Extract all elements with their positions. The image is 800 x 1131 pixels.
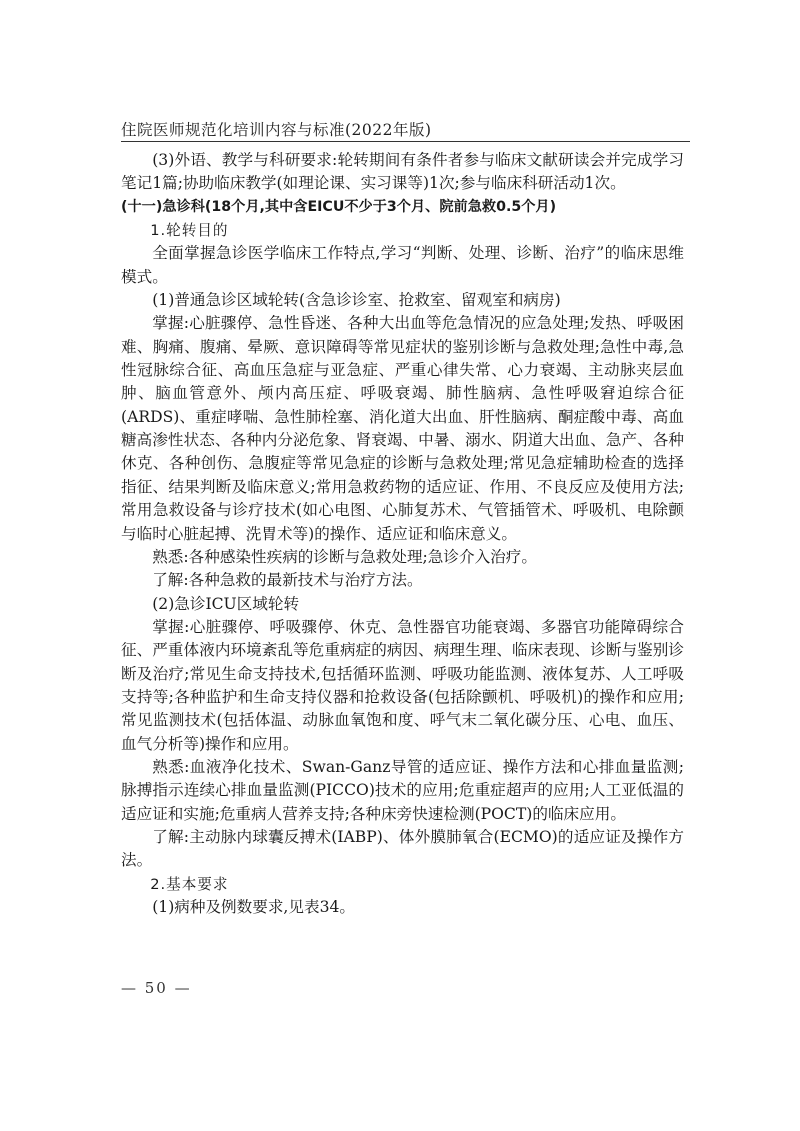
header-rule	[121, 141, 690, 142]
paragraph-master-general: 掌握:心脏骤停、急性昏迷、各种大出血等危急情况的应急处理;发热、呼吸困难、胸痛、腹痛、晕厥、意识障碍等常见症状的鉴别诊断与急救处理;急性中毒,急性冠脉综合征、高血压急症与亚急症、严重心律失常、心力衰竭、主动脉夹层血肿、脑血管意外、颅内高压症、呼吸衰竭、肺性脑病、急性呼吸窘迫综合征(ARDS)、重症哮喘、急性肺栓塞、消化道大出血、肝性脑病、酮症酸中毒、高血糖高渗性状态、各种内分泌危象、肾衰竭、中暑、溺水、阴道大出血、急产、各种休克、各种创伤、急腹症等常见急症的诊断与急救处理;常见急症辅助检查的选择指征、结果判断及临床意义;常用急救药物的适应证、作用、不良反应及使用方法;常用急救设备与诊疗技术(如心电图、心肺复苏术、气管插管术、呼吸机、电除颤与临时心脏起搏、洗胃术等)的操作、适应证和临床意义。	[121, 314, 684, 543]
page-body	[121, 149, 684, 919]
page-number: — 50 —	[121, 979, 192, 997]
heading-basic-requirements: 2.基本要求	[150, 875, 229, 893]
paragraph-case-requirements: (1)病种及例数要求,见表34。	[152, 898, 356, 916]
subheading-general-emergency: (1)普通急诊区域轮转(含急诊诊室、抢救室、留观室和病房)	[152, 291, 561, 310]
paragraph-familiar-icu: 熟悉:血液净化技术、Swan-Ganz导管的适应证、操作方法和心排血量监测;脉搏指示连续心排血量监测(PICCO)技术的应用;危重症超声的应用;人工亚低温的适应证和实施;危重病人营养支持;各种床旁快速检测(POCT)的临床应用。	[121, 757, 684, 823]
paragraph-understand-general: 了解:各种急救的最新技术与治疗方法。	[152, 571, 423, 590]
paragraph-master-icu: 掌握:心脏骤停、呼吸骤停、休克、急性器官功能衰竭、多器官功能障碍综合征、严重体液内环境紊乱等危重病症的病因、病理生理、临床表现、诊断与鉴别诊断及治疗;常见生命支持技术,包括循环监测、呼吸功能监测、液体复苏、人工呼吸支持等;各种监护和生命支持仪器和抢救设备(包括除颤机、呼吸机)的操作和应用;常见监测技术(包括体温、动脉血氧饱和度、呼气末二氧化碳分压、心电、血压、血气分析等)操作和应用。	[121, 617, 684, 753]
subheading-emergency-icu: (2)急诊ICU区域轮转	[152, 594, 300, 613]
running-title: 住院医师规范化培训内容与标准(2022年版)	[121, 121, 432, 139]
section-title-emergency: (十一)急诊科(18个月,其中含EICU不少于3个月、院前急救0.5个月)	[121, 198, 557, 215]
paragraph-understand-icu: 了解:主动脉内球囊反搏术(IABP)、体外膜肺氧合(ECMO)的适应证及操作方法。	[121, 827, 684, 870]
paragraph-requirements-research: (3)外语、教学与科研要求:轮转期间有条件者参与临床文献研读会并完成学习笔记1篇;协助临床教学(如理论课、实习课等)1次;参与临床科研活动1次。	[121, 151, 684, 193]
paragraph-familiar-general: 熟悉:各种感染性疾病的诊断与急救处理;急诊介入治疗。	[152, 547, 537, 566]
paragraph-purpose: 全面掌握急诊医学临床工作特点,学习“判断、处理、诊断、治疗”的临床思维模式。	[121, 244, 684, 286]
heading-rotation-purpose: 1.轮转目的	[150, 222, 229, 240]
